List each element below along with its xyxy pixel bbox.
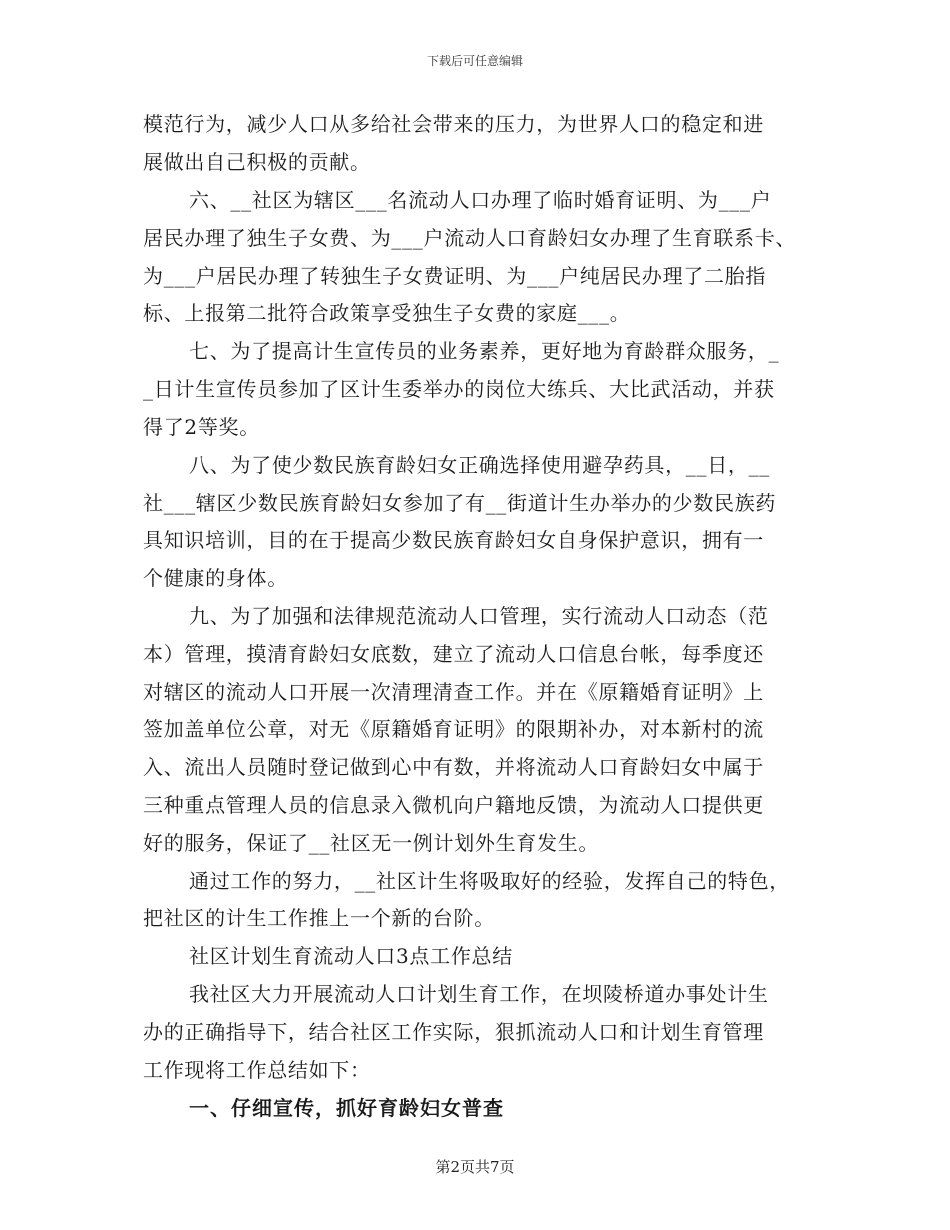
body-line: 入、流出人员随时登记做到心中有数，并将流动人口育龄妇女中属于: [143, 755, 764, 779]
body-line: _日计生宣传员参加了区计生委举办的岗位大练兵、大比武活动，并获: [143, 377, 775, 401]
page-number: 第2页共7页: [435, 1158, 515, 1176]
body-line: 签加盖单位公章，对无《原籍婚育证明》的限期补办，对本新村的流: [143, 717, 764, 741]
paragraph-nine-start: 九、为了加强和法律规范流动人口管理，实行流动人口动态（范: [189, 604, 769, 628]
body-line: 对辖区的流动人口开展一次清理清查工作。并在《原籍婚育证明》上: [143, 680, 764, 704]
body-line: 办的正确指导下，结合社区工作实际，狠抓流动人口和计划生育管理: [143, 1020, 764, 1044]
body-line: 模范行为，减少人口从多给社会带来的压力，为世界人口的稳定和进: [143, 112, 764, 136]
subheading: 一、仔细宣传，抓好育龄妇女普查: [189, 1096, 504, 1120]
paragraph-eight-start: 八、为了使少数民族育龄妇女正确选择使用避孕药具，__日，__: [189, 453, 770, 477]
body-line: 三种重点管理人员的信息录入微机向户籍地反馈，为流动人口提供更: [143, 793, 764, 817]
body-line: 得了2等奖。: [143, 415, 260, 439]
paragraph-intro-start: 我社区大力开展流动人口计划生育工作，在坝陵桥道办事处计生: [189, 982, 769, 1006]
body-line: 社___辖区少数民族育龄妇女参加了有__街道计生办举办的少数民族药: [143, 491, 777, 515]
body-line: 为___户居民办理了转独生子女费证明、为___户纯居民办理了二胎指: [143, 264, 767, 288]
body-line: 标、上报第二批符合政策享受独生子女费的家庭___。: [143, 301, 631, 325]
paragraph-summary-start: 通过工作的努力，__社区计生将吸取好的经验，发挥自己的特色，: [189, 869, 790, 893]
body-line: 具知识培训，目的在于提高少数民族育龄妇女自身保护意识，拥有一: [143, 528, 764, 552]
body-line: 个健康的身体。: [143, 566, 288, 590]
paragraph-seven-start: 七、为了提高计生宣传员的业务素养，更好地为育龄群众服务，_: [189, 339, 780, 363]
body-line: 展做出自己积极的贡献。: [143, 150, 371, 174]
body-line: 好的服务，保证了__社区无一例计划外生育发生。: [143, 831, 600, 855]
paragraph-six-start: 六、__社区为辖区___名流动人口办理了临时婚育证明、为___户: [189, 188, 772, 212]
body-line: 本）管理，摸清育龄妇女底数，建立了流动人口信息台帐，每季度还: [143, 642, 764, 666]
body-line: 把社区的计生工作推上一个新的台阶。: [143, 906, 495, 930]
body-line: 工作现将工作总结如下：: [143, 1058, 371, 1082]
section-title: 社区计划生育流动人口3点工作总结: [189, 944, 513, 968]
body-line: 居民办理了独生子女费、为___户流动人口育龄妇女办理了生育联系卡、: [143, 226, 797, 250]
page-header: 下载后可任意编辑: [426, 54, 523, 68]
